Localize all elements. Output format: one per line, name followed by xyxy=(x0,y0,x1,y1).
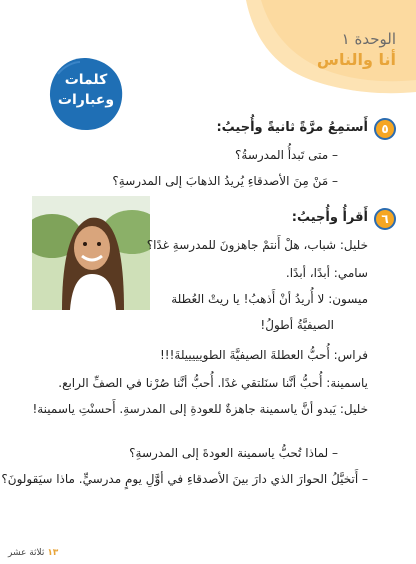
dialogue-line-6: خليل: يَبدو أنَّ ياسمينة جاهزةٌ للعودةِ إلى المدرسةِ. أَحسنْتِ ياسمينة! xyxy=(32,402,368,416)
section-5-question-1: – متى تَبدأُ المدرسةُ؟ xyxy=(235,148,338,162)
girl-photo xyxy=(32,196,150,310)
badge-text xyxy=(48,70,124,110)
smiling-girl-photo-icon xyxy=(32,196,150,310)
section-5-number: ٥ xyxy=(374,118,396,140)
section-6-number: ٦ xyxy=(374,208,396,230)
page-number: ١٣ xyxy=(47,548,59,558)
section-6-question-2: – أَتخيَّلُ الحوارَ الذي دارَ بينَ الأصدقاءِ في أوَّلِ يومٍ مدرسيٍّ. ماذا سيَقولونَ؟ xyxy=(1,472,368,486)
dialogue-line-3: ميسون: لا أُريدُ أنْ أَذهبُ! يا ريتْ العُطلة xyxy=(171,292,368,306)
dialogue-line-1: خليل: شباب، هلْ أَنتمْ جاهزونَ للمدرسةِ غدًا؟ xyxy=(146,238,368,252)
badge-line-2: وعبارات xyxy=(57,92,115,108)
dialogue-line-5: ياسمينة: أُحبُّ أنَّنا سنَلتقي غدًا. أُحبُّ أنَّنا صُرْنا في الصفِّ الرابع. xyxy=(58,376,368,390)
dialogue-line-3-continued: الصيفيَّةُ أطولُ! xyxy=(260,318,334,332)
section-6-question-1: – لماذا تُحبُّ ياسمينة العودةَ إلى المدرسةِ؟ xyxy=(129,446,338,460)
page-number-word: ثلاثة عشر xyxy=(8,548,45,558)
section-5-question-2: – مَنْ مِنَ الأصدقاءِ يُريدُ الذهابَ إلى المدرسةِ؟ xyxy=(112,174,338,188)
page-footer xyxy=(8,548,58,558)
unit-number-label: الوحدة ١ xyxy=(341,30,396,48)
unit-title: أنا والناس xyxy=(316,50,396,69)
unit-banner xyxy=(236,0,416,100)
section-5-heading: أَستمِعُ مرَّةً ثانيةً وأُجيبُ: xyxy=(216,120,368,135)
section-6-heading: أَقرأُ وأُجيبُ: xyxy=(291,210,368,225)
dialogue-line-4: فراس: أُحبُّ العطلةَ الصيفيَّةَ الطويييييلةَ!!! xyxy=(159,348,368,362)
vocabulary-badge xyxy=(48,56,124,132)
badge-line-1: كلمات xyxy=(64,72,108,88)
dialogue-line-2: سامي: أبدًا، أبدًا. xyxy=(285,266,368,280)
